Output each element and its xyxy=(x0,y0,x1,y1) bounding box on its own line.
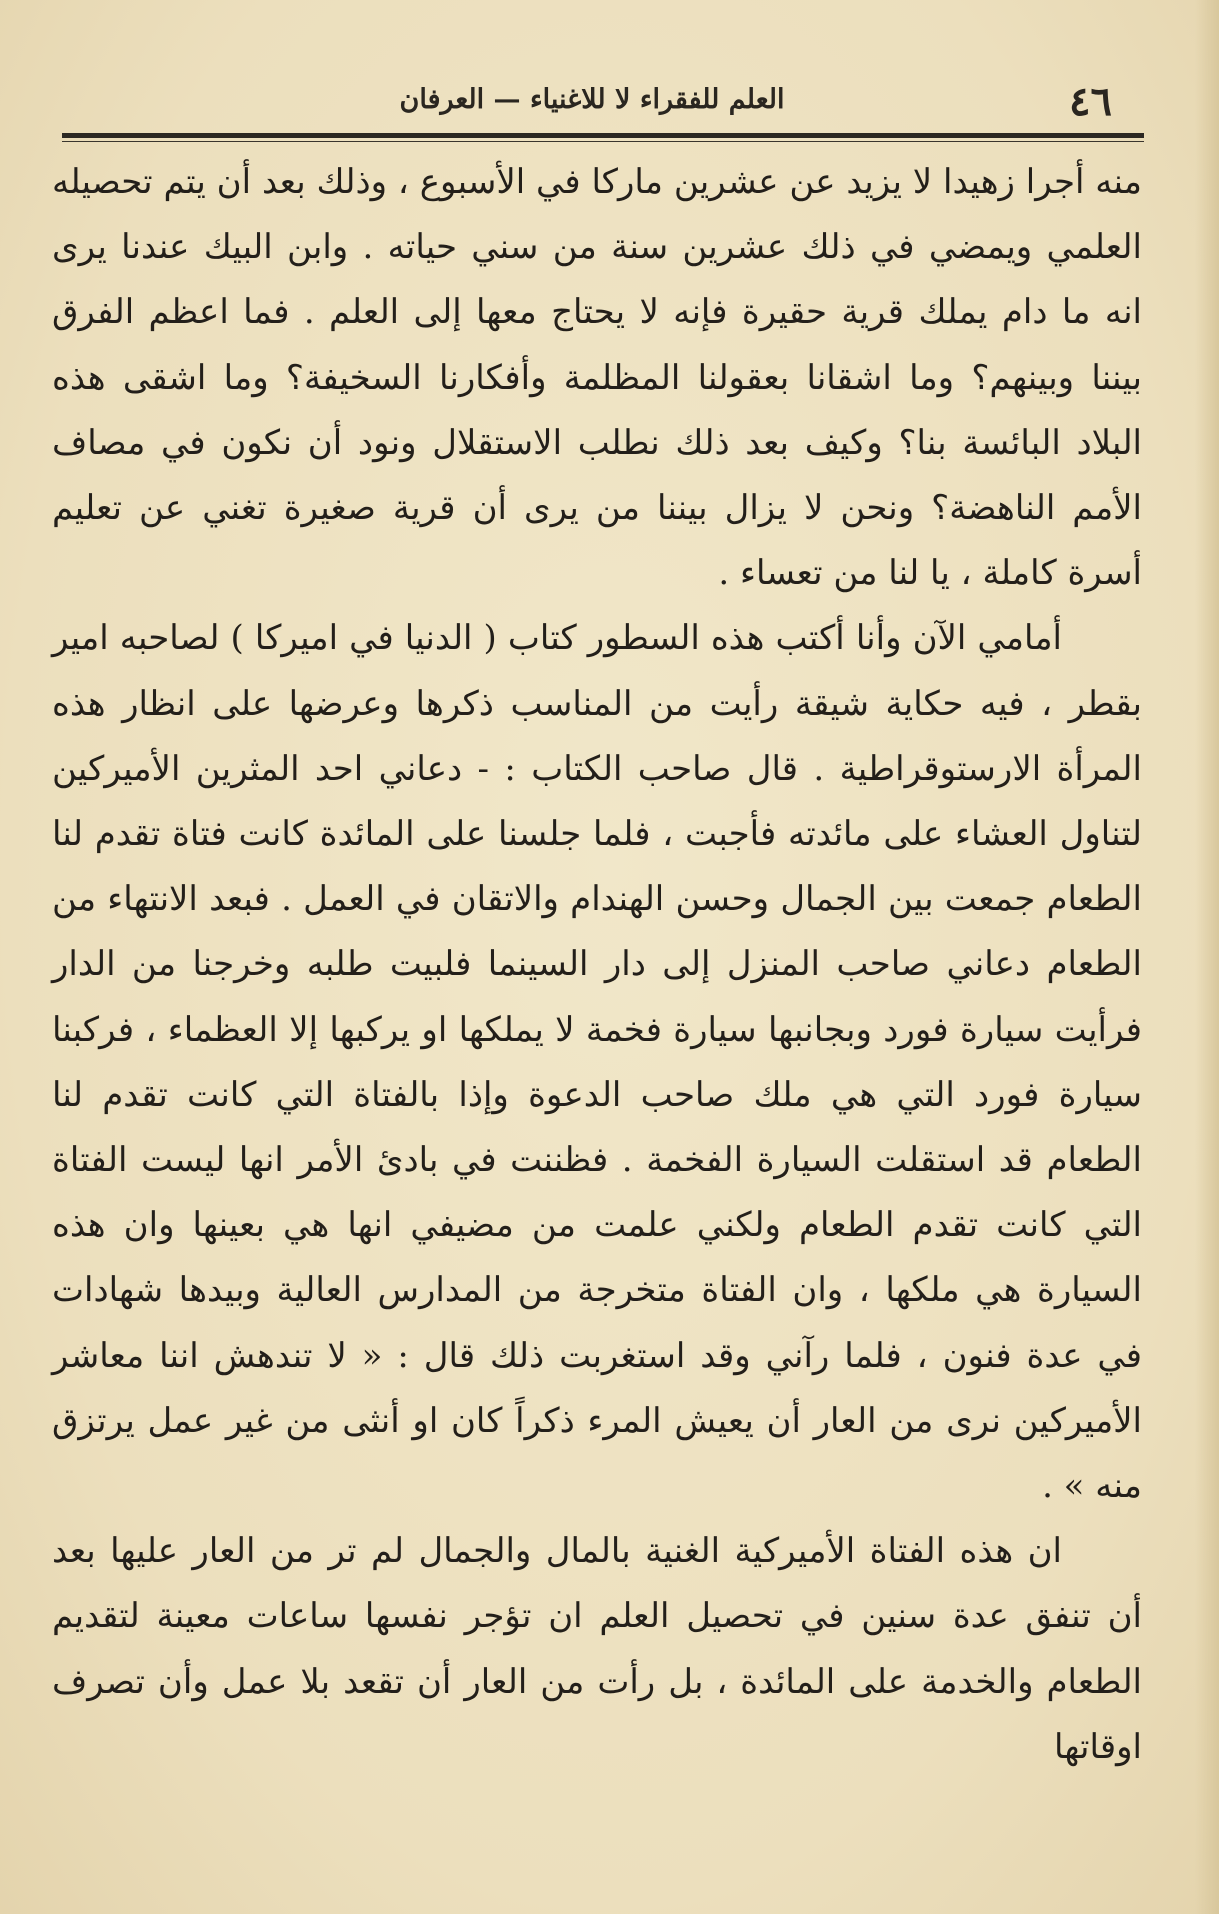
paragraph: أمامي الآن وأنا أكتب هذه السطور كتاب ( الدنيا في اميركا ) لصاحبه امير بقطر ، فيه حكاية شيقة رأيت من المناسب ذكرها وعرضها على انظار هذه المرأة الارستوقراطية . قال صاحب الكتاب : - دعاني احد المثرين الأميركين لتناول العشاء على مائدته فأجبت ، فلما جلسنا على المائدة كانت فتاة تقدم لنا الطعام جمعت بين الجمال وحسن الهندام والاتقان في العمل . فبعد الانتهاء من الطعام دعاني صاحب المنزل إلى دار السينما فلبيت طلبه وخرجنا من الدار فرأيت سيارة فورد وبجانبها سيارة فخمة لا يملكها او يركبها إلا العظماء ، فركبنا سيارة فورد التي هي ملك صاحب الدعوة وإذا بالفتاة التي كانت تقدم لنا الطعام قد استقلت السيارة الفخمة . فظننت في بادئ الأمر انها ليست الفتاة التي كانت تقدم الطعام ولكني علمت من مضيفي انها هي بعينها وان هذه السيارة هي ملكها ، وان الفتاة متخرجة من المدارس العالية وبيدها شهادات في عدة فنون ، فلما رآني وقد استغربت ذلك قال : « لا تندهش اننا معاشر الأميركين نرى من العار أن يعيش المرء ذكراً كان او أنثى من غير عمل يرتزق منه » . xyxy=(52,618,1142,1507)
page-edge-shadow xyxy=(1195,0,1219,1914)
body-text xyxy=(52,150,1142,1780)
page-number: ٤٦ xyxy=(1069,78,1112,125)
paragraph: ان هذه الفتاة الأميركية الغنية بالمال والجمال لم تر من العار عليها بعد أن تنفق عدة سنين في تحصيل العلم ان تؤجر نفسها ساعات معينة لتقديم الطعام والخدمة على المائدة ، بل رأت من العار أن تقعد بلا عمل وأن تصرف اوقاتها xyxy=(52,1531,1142,1767)
paragraph: منه أجرا زهيدا لا يزيد عن عشرين ماركا في الأسبوع ، وذلك بعد أن يتم تحصيله العلمي ويمضي في ذلك عشرين سنة من سني حياته . وابن البيك عندنا يرى انه ما دام يملك قرية حقيرة فإنه لا يحتاج معها إلى العلم . فما اعظم الفرق بيننا وبينهم؟ وما اشقانا بعقولنا المظلمة وأفكارنا السخيفة؟ وما اشقى هذه البلاد البائسة بنا؟ وكيف بعد ذلك نطلب الاستقلال ونود أن نكون في مصاف الأمم الناهضة؟ ونحن لا يزال بيننا من يرى أن قرية صغيرة تغني عن تعليم أسرة كاملة ، يا لنا من تعساء . xyxy=(52,162,1142,594)
header-rule xyxy=(62,133,1144,138)
running-title: العلم للفقراء لا للاغنياء — العرفان xyxy=(399,84,785,115)
page-header xyxy=(62,78,1122,126)
header-rule-thin xyxy=(62,141,1144,142)
